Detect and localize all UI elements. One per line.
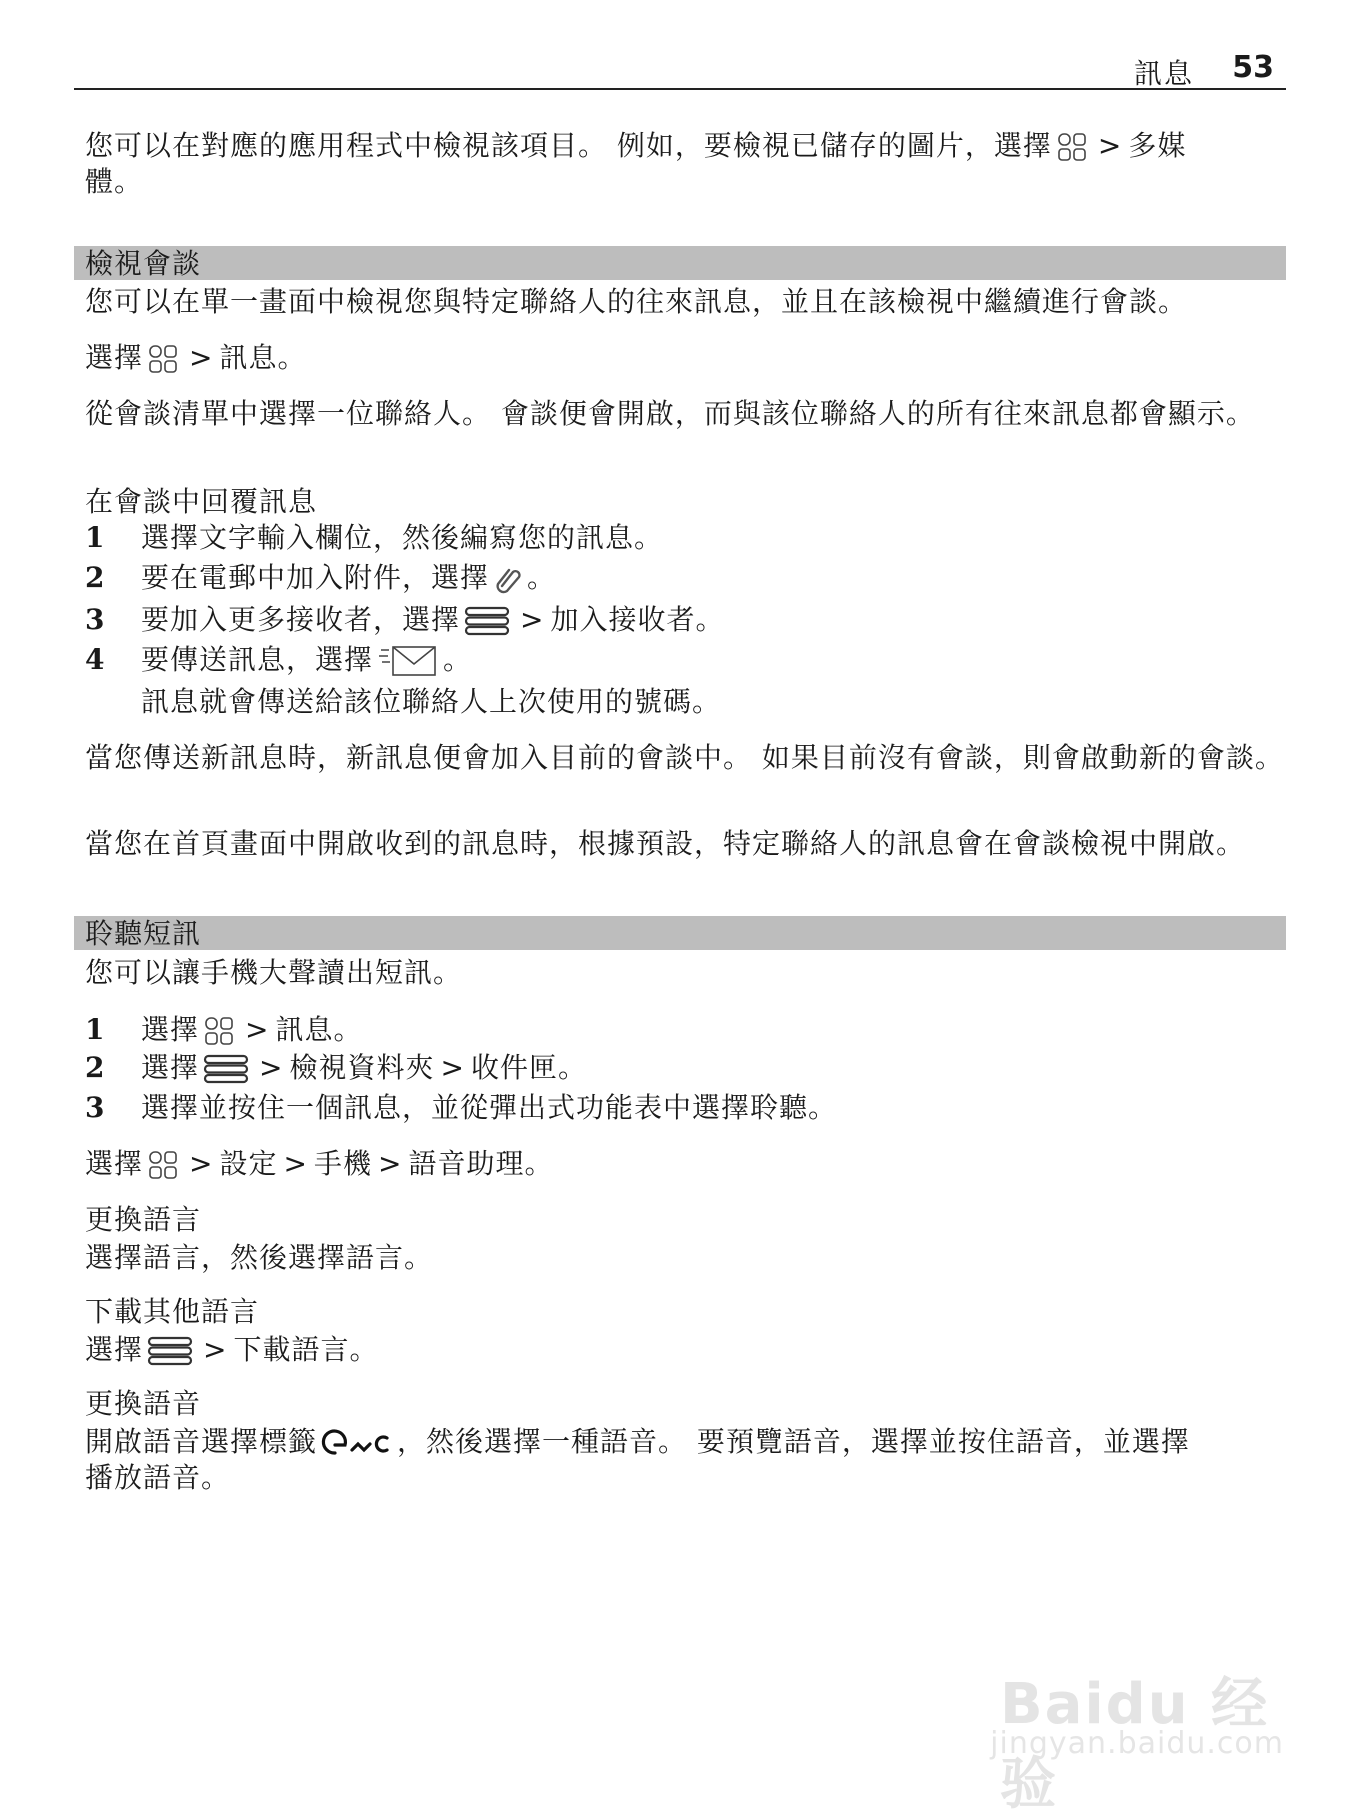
subheading: 在會談中回覆訊息 xyxy=(85,485,318,518)
section-heading: 檢視會談 xyxy=(85,247,202,280)
subheading: 更換語言 xyxy=(85,1203,202,1236)
step-note: 訊息就會傳送給該位聯絡人上次使用的號碼。 xyxy=(141,685,722,718)
paragraph: 您可以讓手機大聲讀出短訊。 xyxy=(85,956,463,989)
paragraph: 當您傳送新訊息時，新訊息便會加入目前的會談中。 如果目前沒有會談，則會啟動新的會談。 xyxy=(85,741,1284,774)
paragraph: 選擇 > 設定 > 手機 > 語音助理。 xyxy=(85,1147,554,1180)
paragraph: 您可以在單一畫面中檢視您與特定聯絡人的往來訊息，並且在該檢視中繼續進行會談。 xyxy=(85,285,1188,318)
section-heading-bar xyxy=(74,916,1286,950)
section-title: 訊息 xyxy=(1133,57,1194,90)
watermark-url: jingyan.baidu.com xyxy=(990,1726,1284,1761)
apps-grid-icon xyxy=(147,1149,179,1181)
watermark xyxy=(990,1660,1300,1817)
paragraph: 選擇 > 訊息。 xyxy=(85,341,307,374)
paragraph: 從會談清單中選擇一位聯絡人。 會談便會開啟，而與該位聯絡人的所有往來訊息都會顯示。 xyxy=(85,397,1255,430)
options-menu-icon xyxy=(464,605,510,637)
options-menu-icon xyxy=(147,1335,193,1367)
page-number: 53 xyxy=(1232,50,1274,85)
apps-grid-icon xyxy=(147,343,179,375)
paragraph: 開啟語音選擇標籤 ，然後選擇一種語音。 要預覽語音，選擇並按住語音，並選擇 播放語音。 xyxy=(85,1425,1190,1494)
menu-multimedia: 多媒 xyxy=(1128,129,1187,162)
apps-grid-icon xyxy=(203,1015,235,1047)
apps-grid-icon xyxy=(1056,131,1088,163)
section-heading: 聆聽短訊 xyxy=(85,917,202,950)
page-header xyxy=(74,40,1286,90)
paragraph: 選擇 > 下載語言。 xyxy=(85,1333,379,1366)
intro-paragraph: 您可以在對應的應用程式中檢視該項目。 例如，要檢視已儲存的圖片，選擇 > 多媒 體。 xyxy=(85,129,1187,198)
paragraph: 選擇語言，然後選擇語言。 xyxy=(85,1241,434,1274)
section-heading-bar xyxy=(74,246,1286,280)
subheading: 更換語音 xyxy=(85,1387,202,1420)
send-envelope-icon xyxy=(377,644,439,678)
options-menu-icon xyxy=(203,1053,249,1085)
paragraph: 當您在首頁畫面中開啟收到的訊息時，根據預設，特定聯絡人的訊息會在會談檢視中開啟。 xyxy=(85,827,1246,860)
watermark-logo: Baidu 经验 xyxy=(1000,1672,1270,1817)
voice-tab-icon xyxy=(321,1426,393,1460)
paperclip-icon xyxy=(493,564,523,594)
subheading: 下載其他語言 xyxy=(85,1295,260,1328)
